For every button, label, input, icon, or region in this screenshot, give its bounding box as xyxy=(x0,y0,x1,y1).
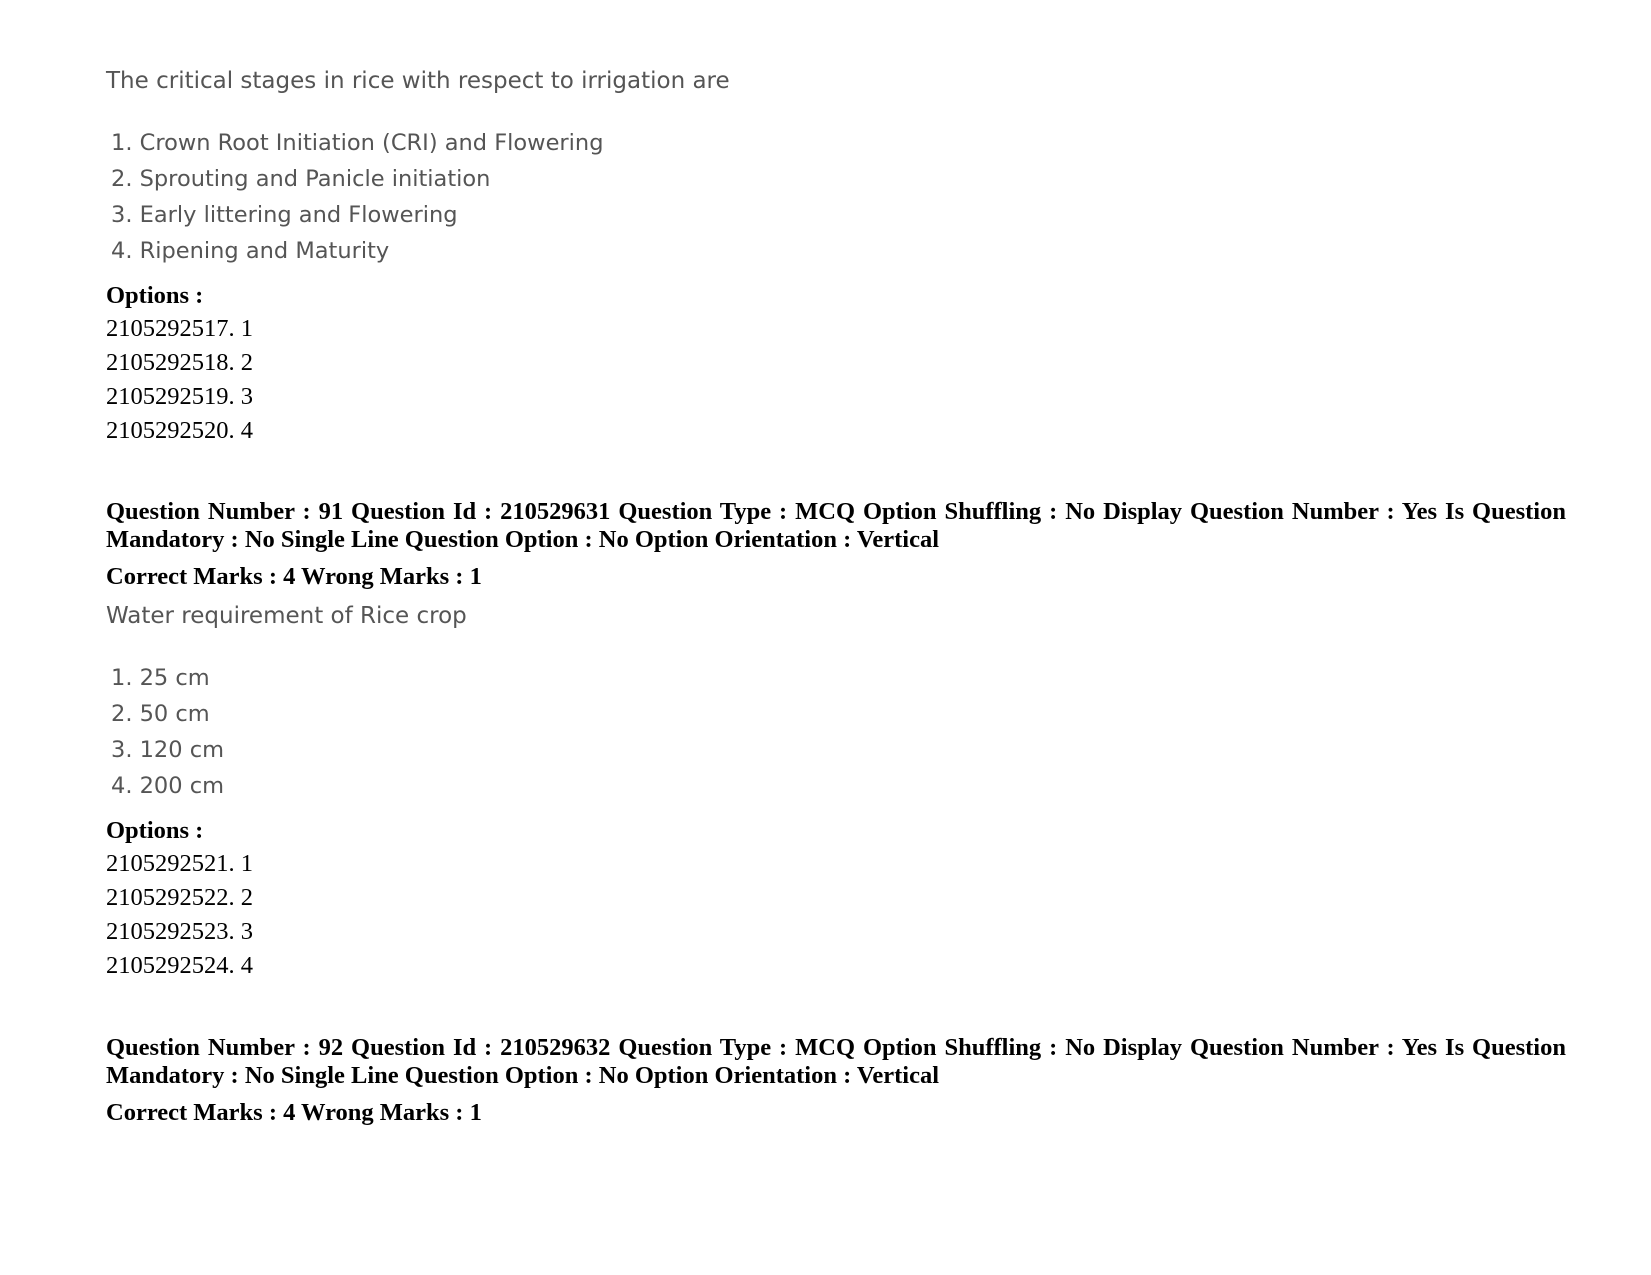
question-metadata: Question Number : 91 Question Id : 210529631 Question Type : MCQ Option Shuffling : No Display Question Number : Yes Is Question Mandatory : No Single Line Question Option : No Option Orientation : Vertical xyxy=(106,498,1566,553)
answer-choice: 3. 120 cm xyxy=(111,737,225,763)
option-id: 2105292521. 1 xyxy=(106,850,253,877)
option-id: 2105292524. 4 xyxy=(106,952,253,979)
answer-choice: 2. Sprouting and Panicle initiation xyxy=(111,166,491,192)
option-id: 2105292522. 2 xyxy=(106,884,253,911)
option-id: 2105292519. 3 xyxy=(106,383,253,410)
question-stem: The critical stages in rice with respect to irrigation are xyxy=(106,68,730,94)
answer-choice: 4. Ripening and Maturity xyxy=(111,238,390,264)
options-label: Options : xyxy=(106,282,204,309)
marks-line: Correct Marks : 4 Wrong Marks : 1 xyxy=(106,1099,482,1126)
option-id: 2105292517. 1 xyxy=(106,315,253,342)
option-id: 2105292520. 4 xyxy=(106,417,253,444)
answer-choice: 1. 25 cm xyxy=(111,665,210,691)
question-stem: Water requirement of Rice crop xyxy=(106,603,467,629)
option-id: 2105292523. 3 xyxy=(106,918,253,945)
marks-line: Correct Marks : 4 Wrong Marks : 1 xyxy=(106,563,482,590)
answer-choice: 3. Early littering and Flowering xyxy=(111,202,458,228)
answer-choice: 1. Crown Root Initiation (CRI) and Flowering xyxy=(111,130,604,156)
option-id: 2105292518. 2 xyxy=(106,349,253,376)
answer-choice: 4. 200 cm xyxy=(111,773,225,799)
answer-choice: 2. 50 cm xyxy=(111,701,210,727)
options-label: Options : xyxy=(106,817,204,844)
question-metadata: Question Number : 92 Question Id : 210529632 Question Type : MCQ Option Shuffling : No Display Question Number : Yes Is Question Mandatory : No Single Line Question Option : No Option Orientation : Vertical xyxy=(106,1034,1566,1089)
